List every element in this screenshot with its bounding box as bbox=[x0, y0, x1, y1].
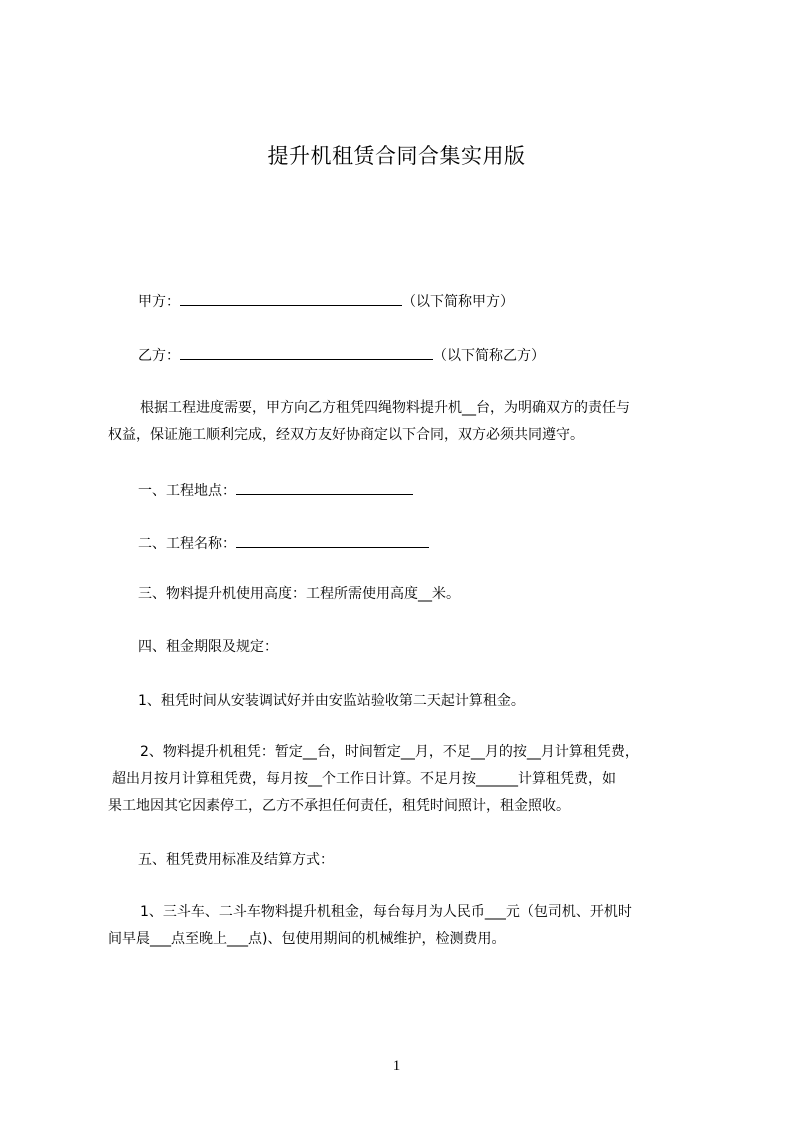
intro-line-1: 根据工程进度需要，甲方向乙方租凭四绳物料提升机__台，为明确双方的责任与 bbox=[140, 400, 630, 416]
document-title: 提升机租赁合同合集实用版 bbox=[267, 144, 526, 168]
section-4-item-2-line-2: 超出月按月计算租凭费，每月按__个工作日计算。不足月按______计算租凭费，如 bbox=[112, 771, 616, 787]
section-4-item-2-line-3: 果工地因其它因素停工，乙方不承担任何责任，租凭时间照计，租金照收。 bbox=[108, 798, 570, 814]
section-1-blank bbox=[236, 478, 413, 495]
party-b-suffix: （以下简称乙方） bbox=[433, 348, 545, 364]
section-5-item-1-line-1: 1、三斗车、二斗车物料提升机租金，每台每月为人民币___元（包司机、开机时 bbox=[140, 904, 632, 920]
section-4-heading: 四、租金期限及规定： bbox=[138, 639, 278, 655]
party-a-label: 甲方： bbox=[138, 294, 180, 310]
section-2-blank bbox=[236, 531, 429, 548]
section-4-item-1: 1、租凭时间从安装调试好并由安监站验收第二天起计算租金。 bbox=[138, 693, 525, 709]
intro-line-2: 权益，保证施工顺利完成，经双方友好协商定以下合同，双方必须共同遵守。 bbox=[108, 427, 584, 443]
section-5-heading: 五、租凭费用标准及结算方式： bbox=[138, 852, 334, 868]
section-2-line bbox=[138, 531, 429, 555]
section-4-item-2 bbox=[108, 739, 639, 820]
section-3-line: 三、物料提升机使用高度：工程所需使用高度__米。 bbox=[138, 586, 460, 602]
section-1-line bbox=[138, 478, 413, 502]
section-1-label: 一、工程地点： bbox=[138, 483, 236, 499]
party-b-line bbox=[138, 343, 545, 367]
section-5-item-1-line-2: 间早晨___点至晚上___点)、包使用期间的机械维护，检测费用。 bbox=[108, 931, 506, 947]
party-a-line bbox=[138, 289, 514, 313]
section-5-item-1 bbox=[108, 899, 632, 953]
section-4-item-2-line-1: 2、物料提升机租凭：暂定__台，时间暂定__月，不足__月的按__月计算租凭费， bbox=[140, 744, 639, 760]
page-number: 1 bbox=[392, 1058, 401, 1074]
party-b-blank bbox=[180, 343, 433, 360]
party-a-suffix: （以下简称甲方） bbox=[402, 294, 514, 310]
party-a-blank bbox=[180, 289, 402, 306]
section-2-label: 二、工程名称： bbox=[138, 536, 236, 552]
intro-paragraph bbox=[108, 395, 630, 449]
party-b-label: 乙方： bbox=[138, 348, 180, 364]
